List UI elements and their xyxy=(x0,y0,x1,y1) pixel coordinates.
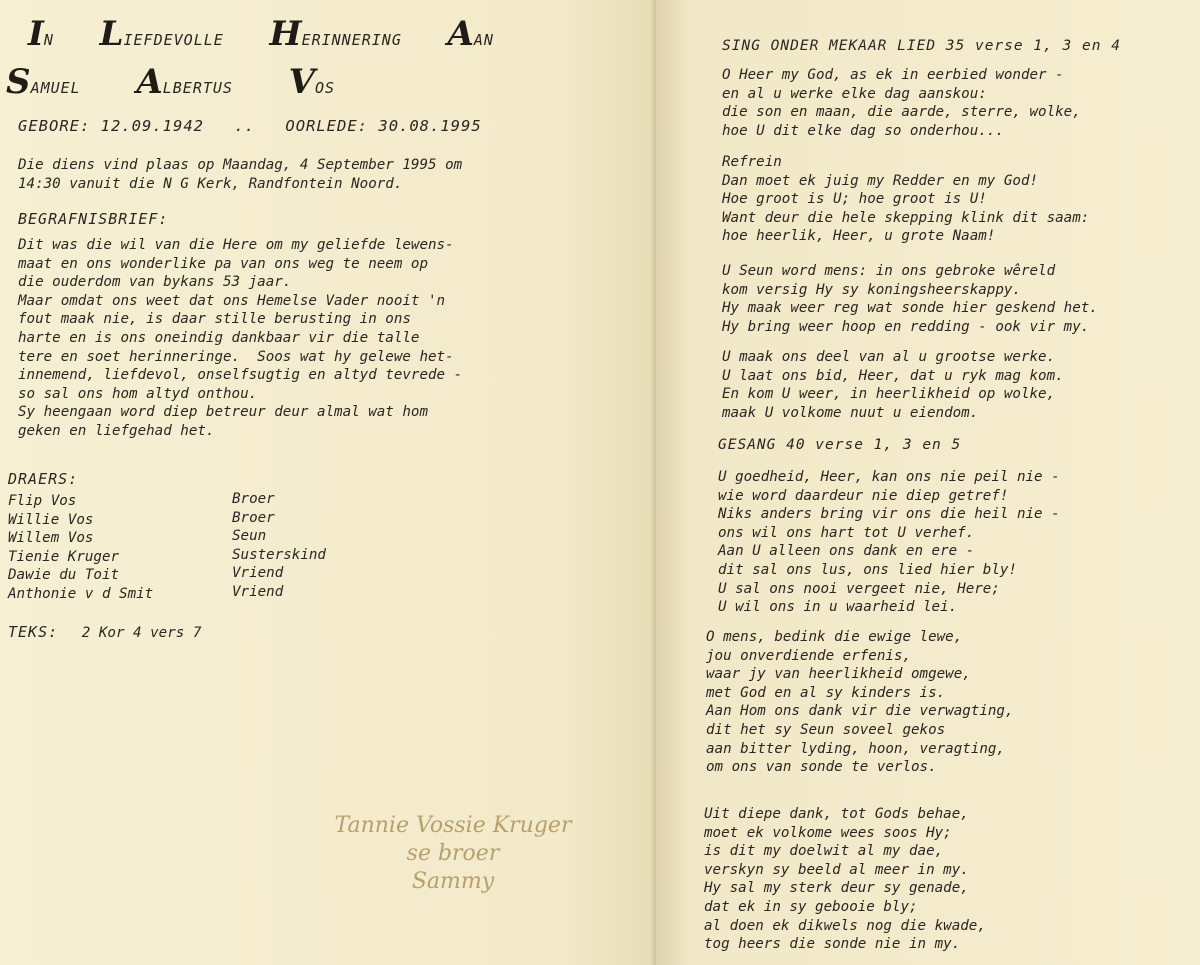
lyric-line: verskyn sy beeld al meer in my. xyxy=(704,861,969,878)
title-line-1 xyxy=(28,14,516,54)
lyric-line: En kom U weer, in heerlikheid op wolke, xyxy=(722,386,1056,403)
letter-line: Sy heengaan word diep betreur deur almal wat hom xyxy=(18,404,428,421)
bearer-relation: Vriend xyxy=(232,565,284,582)
song1-stanza-3 xyxy=(722,348,1064,422)
lyric-line: waar jy van heerlikheid omgewe, xyxy=(706,666,971,683)
title-word: AN xyxy=(473,31,494,49)
letter-line: geken en liefgehad het. xyxy=(18,422,215,439)
bearer-relation: Susterskind xyxy=(232,546,326,563)
letter-line: Maar omdat ons weet dat ons Hemelse Vader nooit 'n xyxy=(18,292,446,309)
lyric-line: maak U volkome nuut u eiendom. xyxy=(722,404,979,421)
bearer-relation: Broer xyxy=(232,509,275,526)
lyric-line: U maak ons deel van al u grootse werke. xyxy=(722,349,1056,365)
bearer-name: Tienie Kruger xyxy=(8,548,120,565)
lyric-line: Niks anders bring vir ons die heil nie - xyxy=(718,506,1060,523)
lyric-line: kom versig Hy sy koningsheerskappy. xyxy=(722,281,1021,298)
died-date: 30.08.1995 xyxy=(378,117,482,135)
lyric-line: U wil ons in u waarheid lei. xyxy=(718,599,958,616)
date-separator: .. xyxy=(234,117,256,135)
lyric-line: hoe U dit elke dag so onderhou... xyxy=(722,122,1004,139)
title-initial: L xyxy=(99,14,124,54)
lyric-line: Hy maak weer reg wat sonde hier geskend het. xyxy=(722,300,1098,317)
handwritten-note xyxy=(318,812,588,896)
bearer-name: Dawie du Toit xyxy=(8,567,120,584)
song2-stanza-2 xyxy=(706,628,1014,777)
song2-stanza-3 xyxy=(704,805,986,954)
title-line-2 xyxy=(6,62,357,102)
lyric-line: Uit diepe dank, tot Gods behae, xyxy=(704,806,969,822)
lyric-line: wie word daardeur nie diep getref! xyxy=(718,487,1009,504)
lyric-line: Dan moet ek juig my Redder en my God! xyxy=(722,172,1039,189)
lyric-line: en al u werke elke dag aanskou: xyxy=(722,85,987,102)
service-info xyxy=(18,156,462,193)
title-word: IEFDEVOLLE xyxy=(123,31,224,49)
song1-stanza-1 xyxy=(722,66,1081,140)
lyric-line: U Seun word mens: in ons gebroke wêreld xyxy=(722,263,1056,279)
lyric-line: moet ek volkome wees soos Hy; xyxy=(704,824,952,841)
lyric-line: U goedheid, Heer, kan ons nie peil nie - xyxy=(718,469,1060,485)
song1-heading: SING ONDER MEKAAR LIED 35 verse 1, 3 en 4 xyxy=(722,38,1121,54)
letter-line: innemend, liefdevol, onselfsugtig en altyd tevrede - xyxy=(18,367,463,384)
title-initial: V xyxy=(288,62,315,102)
bearer-relation: Seun xyxy=(232,528,267,545)
bearer-row xyxy=(8,583,408,602)
lyric-line: hoe heerlik, Heer, u grote Naam! xyxy=(722,228,996,245)
dates-row xyxy=(18,117,482,135)
letter-line: tere en soet herinneringe. Soos wat hy gelewe het- xyxy=(18,348,454,365)
lyric-line: Hy bring weer hoop en redding - ook vir my. xyxy=(722,318,1090,335)
lyric-line: Aan Hom ons dank vir die verwagting, xyxy=(706,703,1014,720)
right-page xyxy=(656,0,1200,965)
lyric-line: U laat ons bid, Heer, dat u ryk mag kom. xyxy=(722,367,1064,384)
song2-heading: GESANG 40 verse 1, 3 en 5 xyxy=(718,437,962,453)
handwritten-line: Tannie Vossie Kruger xyxy=(334,813,572,838)
letter-line: maat en ons wonderlike pa van ons weg te neem op xyxy=(18,255,428,272)
letter-line: fout maak nie, is daar stille berusting in ons xyxy=(18,311,411,328)
title-initial: I xyxy=(28,14,44,54)
scripture-row xyxy=(8,622,201,643)
title-initial: A xyxy=(136,62,163,102)
handwritten-line: Sammy xyxy=(411,869,495,894)
bearer-row xyxy=(8,490,408,509)
song1-stanza-2 xyxy=(722,262,1098,336)
bearer-relation: Vriend xyxy=(232,583,284,600)
bearer-row xyxy=(8,564,408,583)
born-date: 12.09.1942 xyxy=(100,117,204,135)
letter-line: harte en is ons oneindig dankbaar vir die talle xyxy=(18,329,420,346)
service-line: 14:30 vanuit die N G Kerk, Randfontein Noord. xyxy=(18,175,403,192)
letter-heading: BEGRAFNISBRIEF: xyxy=(18,210,169,228)
bearer-name: Willem Vos xyxy=(8,530,94,547)
lyric-line: U sal ons nooi vergeet nie, Here; xyxy=(718,580,1000,597)
song2-stanza-1 xyxy=(718,468,1060,617)
refrain xyxy=(722,153,1089,246)
service-line: Die diens vind plaas op Maandag, 4 September 1995 om xyxy=(18,157,463,173)
lyric-line: O Heer my God, as ek in eerbied wonder - xyxy=(722,67,1064,83)
burial-letter xyxy=(18,236,462,441)
lyric-line: met God en al sy kinders is. xyxy=(706,684,946,701)
bearers-list xyxy=(8,490,408,602)
lyric-line: al doen ek dikwels nog die kwade, xyxy=(704,917,986,934)
handwritten-line: se broer xyxy=(406,841,500,866)
letter-line: so sal ons hom altyd onthou. xyxy=(18,385,258,402)
bearer-row xyxy=(8,509,408,528)
letter-line: die ouderdom van bykans 53 jaar. xyxy=(18,274,292,291)
lyric-line: dit het sy Seun soveel gekos xyxy=(706,721,946,738)
bearers-heading: DRAERS: xyxy=(8,470,79,488)
born-label: GEBORE: xyxy=(18,117,91,135)
letter-line: Dit was die wil van die Here om my geliefde lewens- xyxy=(18,237,454,253)
lyric-line: aan bitter lyding, hoon, veragting, xyxy=(706,740,1005,757)
lyric-line: Hy sal my sterk deur sy genade, xyxy=(704,880,969,897)
bearer-name: Willie Vos xyxy=(8,511,94,528)
title-word: OS xyxy=(315,79,336,97)
lyric-line: dit sal ons lus, ons lied hier bly! xyxy=(718,561,1017,578)
lyric-line: ons wil ons hart tot U verhef. xyxy=(718,524,975,541)
lyric-line: O mens, bedink die ewige lewe, xyxy=(706,629,963,645)
title-initial: A xyxy=(447,14,474,54)
lyric-line: is dit my doelwit al my dae, xyxy=(704,843,944,860)
bearer-name: Anthonie v d Smit xyxy=(8,585,154,602)
bearer-row xyxy=(8,527,408,546)
scripture-label: TEKS: xyxy=(8,623,59,641)
title-word: AMUEL xyxy=(30,79,81,97)
title-initial: S xyxy=(6,62,31,102)
lyric-line: Want deur die hele skepping klink dit saam: xyxy=(722,209,1090,226)
lyric-line: dat ek in sy gebooie bly; xyxy=(704,898,918,915)
title-word: ERINNERING xyxy=(301,31,402,49)
bearer-name: Flip Vos xyxy=(8,493,77,509)
lyric-line: tog heers die sonde nie in my. xyxy=(704,936,961,953)
lyric-line: jou onverdiende erfenis, xyxy=(706,647,911,664)
lyric-line: om ons van sonde te verlos. xyxy=(706,759,937,776)
lyric-line: Aan U alleen ons dank en ere - xyxy=(718,543,975,560)
bearer-row xyxy=(8,546,408,565)
lyric-line: Hoe groot is U; hoe groot is U! xyxy=(722,191,987,208)
lyric-line: die son en maan, die aarde, sterre, wolke, xyxy=(722,104,1081,121)
died-label: OORLEDE: xyxy=(285,117,369,135)
lyric-line: Refrein xyxy=(722,154,782,170)
bearer-relation: Broer xyxy=(232,491,275,507)
title-word: LBERTUS xyxy=(162,79,233,97)
title-initial: H xyxy=(269,14,302,54)
scripture-reference: 2 Kor 4 vers 7 xyxy=(81,625,202,641)
title-word: N xyxy=(43,31,54,49)
